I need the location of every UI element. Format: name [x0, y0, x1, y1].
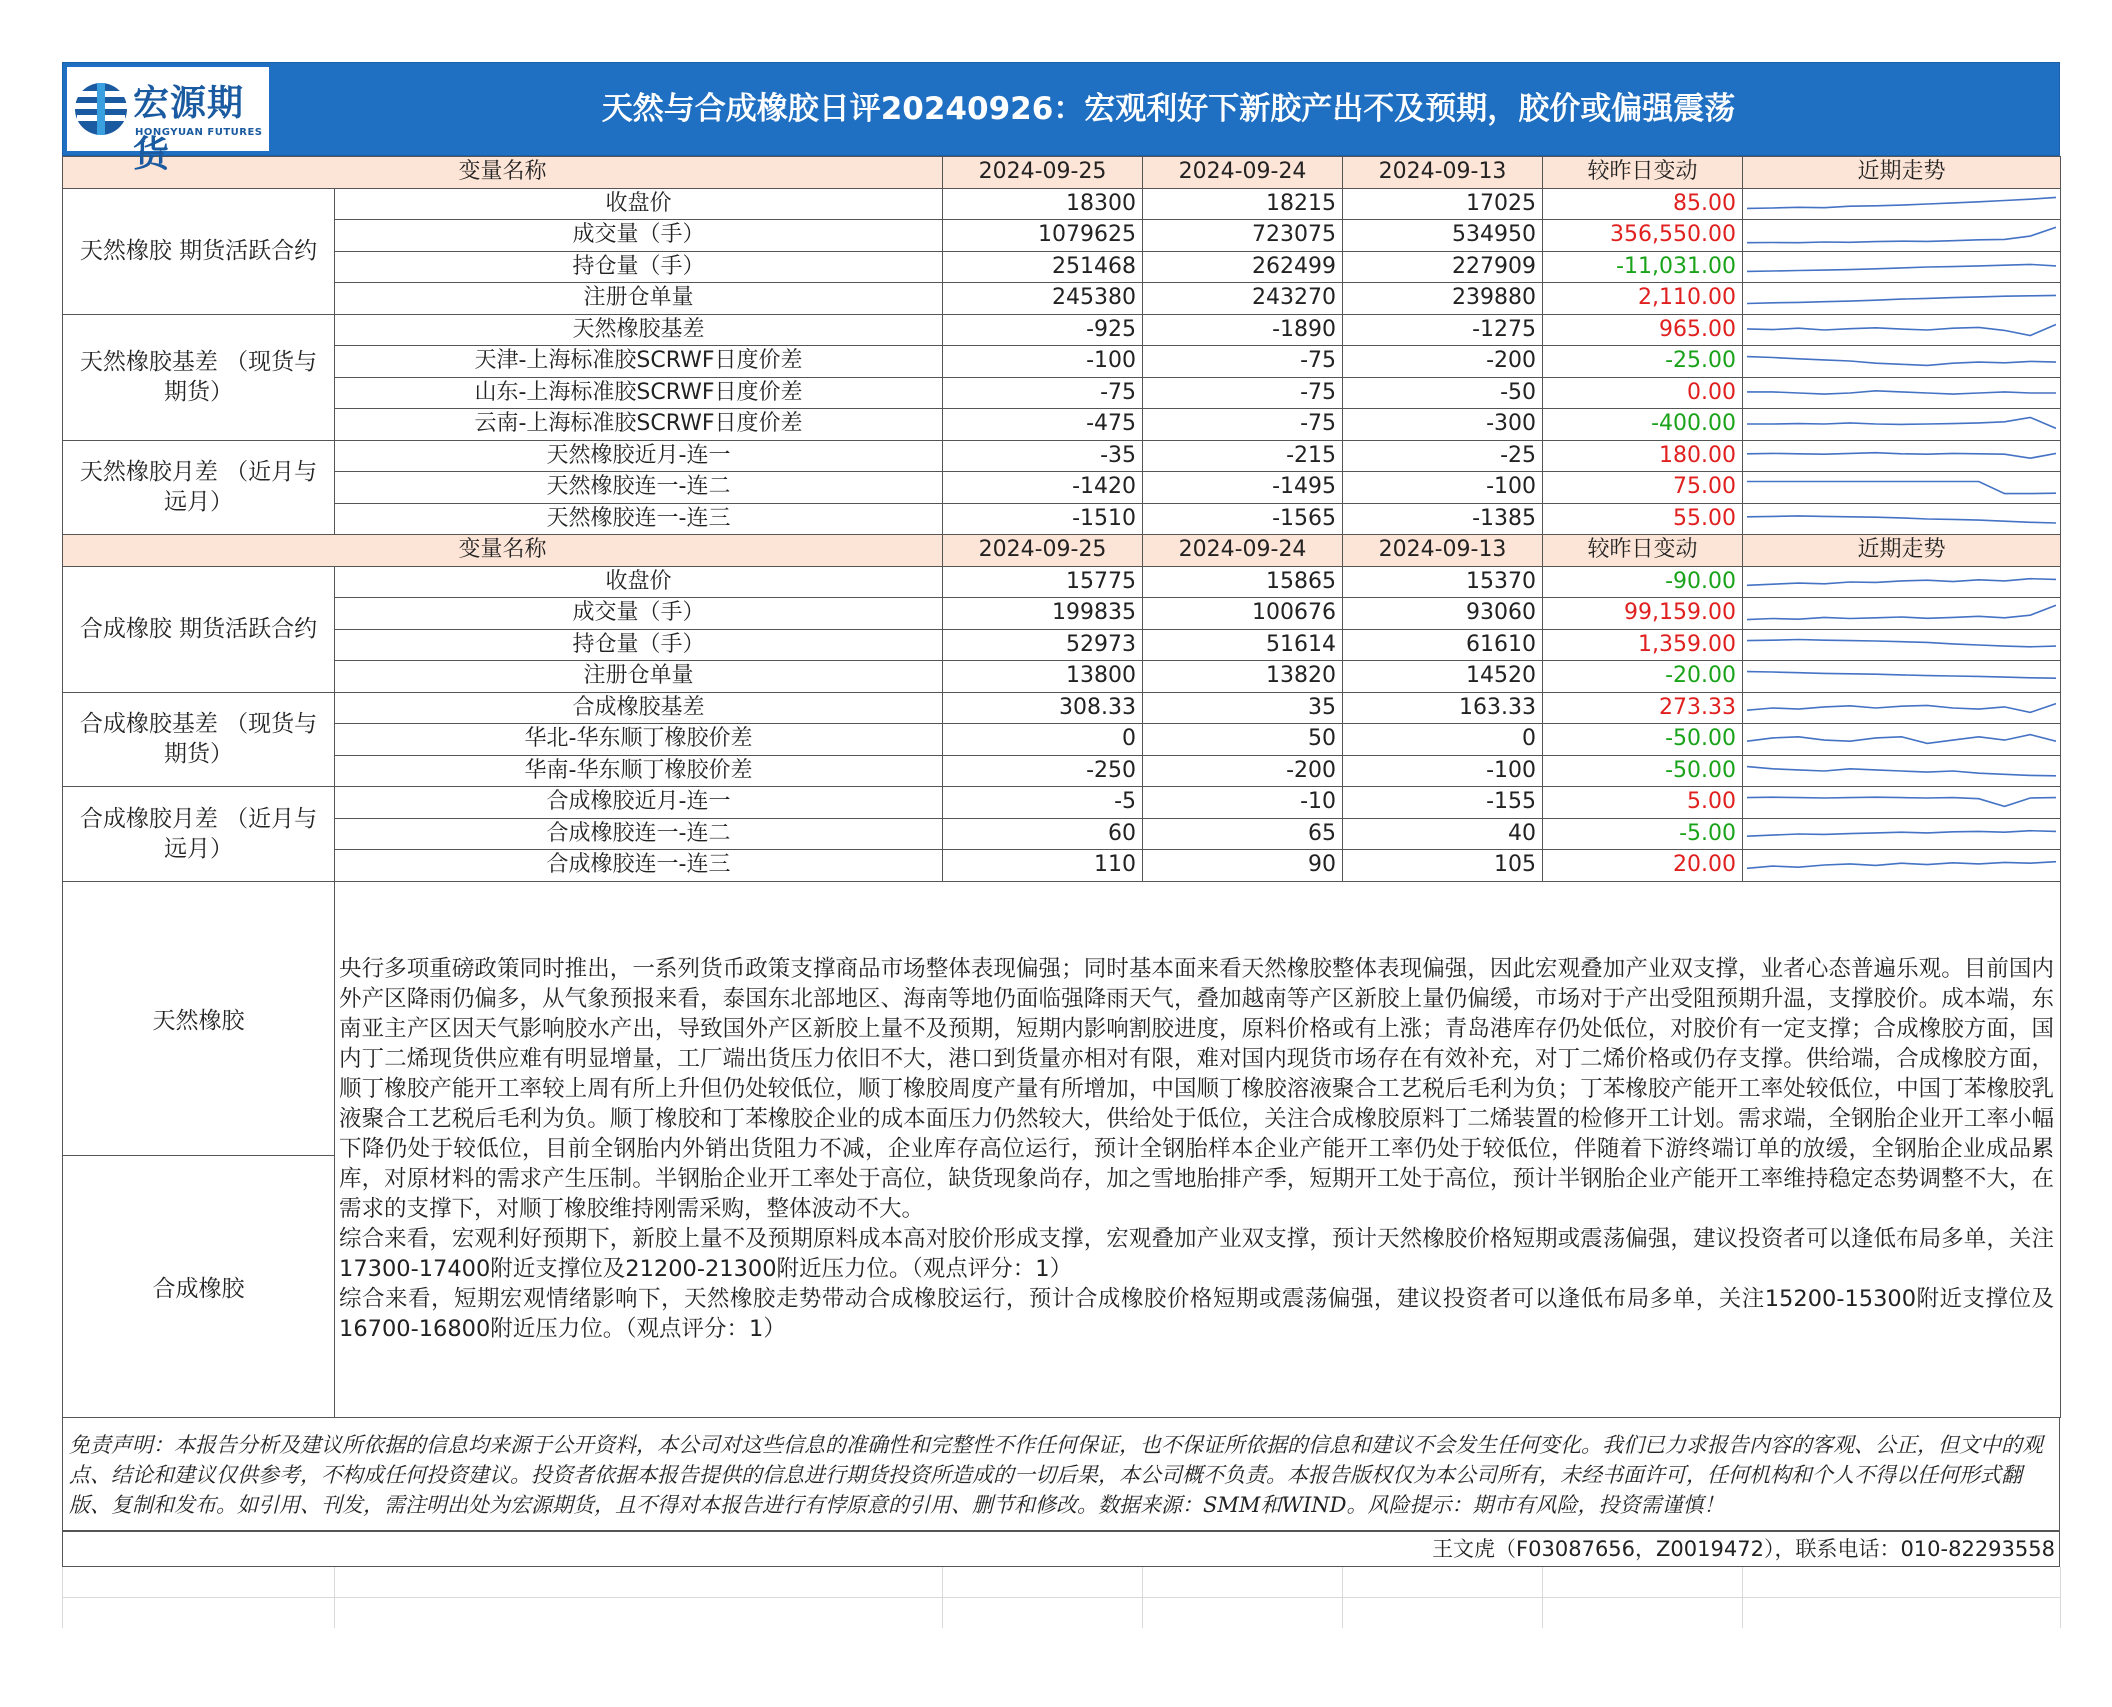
daily-change: -50.00 [1543, 755, 1743, 787]
variable-name: 持仓量（手） [335, 251, 943, 283]
sparkline-line [1747, 830, 2056, 836]
sparkline-chart [1747, 254, 2056, 280]
sparkline-line [1747, 516, 2056, 523]
variable-name: 收盘价 [335, 566, 943, 598]
sparkline-chart [1747, 380, 2056, 406]
daily-change: 0.00 [1543, 377, 1743, 409]
value-2024-09-25: -35 [943, 440, 1143, 472]
value-2024-09-25: 60 [943, 818, 1143, 850]
value-2024-09-13: 93060 [1343, 598, 1543, 630]
sparkline-chart [1747, 758, 2056, 784]
trend-sparkline-cell [1743, 220, 2061, 252]
sparkline-chart [1747, 411, 2056, 437]
trend-sparkline-cell [1743, 724, 2061, 756]
value-2024-09-13: 239880 [1343, 283, 1543, 315]
daily-change: -400.00 [1543, 409, 1743, 441]
daily-change: -5.00 [1543, 818, 1743, 850]
value-2024-09-25: -1510 [943, 503, 1143, 535]
trend-sparkline-cell [1743, 377, 2061, 409]
sparkline-chart [1747, 506, 2056, 532]
commentary-label-synthetic: 合成橡胶 [63, 1155, 335, 1417]
value-2024-09-13: -300 [1343, 409, 1543, 441]
table-row [63, 629, 2061, 661]
logo-mark-icon [73, 73, 129, 145]
company-logo [67, 67, 269, 175]
value-2024-09-24: 51614 [1143, 629, 1343, 661]
table-row [63, 724, 2061, 756]
table-row [63, 503, 2061, 535]
value-2024-09-24: -10 [1143, 787, 1343, 819]
value-2024-09-24: 50 [1143, 724, 1343, 756]
table-row [63, 472, 2061, 504]
report-sheet [62, 62, 2060, 1628]
table-row [63, 283, 2061, 315]
sparkline-line [1747, 639, 2056, 646]
value-2024-09-24: -200 [1143, 755, 1343, 787]
daily-change: 180.00 [1543, 440, 1743, 472]
sparkline-chart [1747, 191, 2056, 217]
value-2024-09-25: 13800 [943, 661, 1143, 693]
variable-name: 合成橡胶连一-连二 [335, 818, 943, 850]
variable-name: 天津-上海标准胶SCRWF日度价差 [335, 346, 943, 378]
sparkline-chart [1747, 285, 2056, 311]
logo-english-name: HONGYUAN FUTURES [135, 127, 263, 138]
daily-change: 55.00 [1543, 503, 1743, 535]
table-row [63, 692, 2061, 724]
trend-sparkline-cell [1743, 251, 2061, 283]
table-row [63, 377, 2061, 409]
variable-name: 天然橡胶连一-连二 [335, 472, 943, 504]
value-2024-09-13: 105 [1343, 850, 1543, 882]
value-2024-09-25: -1420 [943, 472, 1143, 504]
variable-name: 成交量（手） [335, 598, 943, 630]
variable-name: 天然橡胶基差 [335, 314, 943, 346]
table-row [63, 661, 2061, 693]
value-2024-09-25: -75 [943, 377, 1143, 409]
value-2024-09-24: -1495 [1143, 472, 1343, 504]
variable-name: 收盘价 [335, 188, 943, 220]
value-2024-09-13: 14520 [1343, 661, 1543, 693]
sparkline-line [1747, 797, 2056, 806]
column-header-d2: 2024-09-24 [1143, 157, 1343, 189]
variable-name: 天然橡胶连一-连三 [335, 503, 943, 535]
daily-change: 965.00 [1543, 314, 1743, 346]
sparkline-chart [1747, 474, 2056, 500]
daily-change: 20.00 [1543, 850, 1743, 882]
column-header-d3: 2024-09-13 [1343, 157, 1543, 189]
value-2024-09-25: 18300 [943, 188, 1143, 220]
trend-sparkline-cell [1743, 503, 2061, 535]
data-table [62, 156, 2061, 882]
commentary-label-natural: 天然橡胶 [63, 881, 335, 1155]
table-row [63, 787, 2061, 819]
trend-sparkline-cell [1743, 409, 2061, 441]
column-header-variable: 变量名称 [63, 157, 943, 189]
trend-sparkline-cell [1743, 314, 2061, 346]
daily-change: 1,359.00 [1543, 629, 1743, 661]
sparkline-chart [1747, 222, 2056, 248]
trend-sparkline-cell [1743, 629, 2061, 661]
group-label: 天然橡胶 期货活跃合约 [63, 188, 335, 314]
variable-name: 华北-华东顺丁橡胶价差 [335, 724, 943, 756]
column-header-trend: 近期走势 [1743, 157, 2061, 189]
sparkline-line [1747, 672, 2056, 679]
sparkline-chart [1747, 821, 2056, 847]
sparkline-chart [1747, 852, 2056, 878]
sparkline-chart [1747, 600, 2056, 626]
sparkline-line [1747, 357, 2056, 366]
trend-sparkline-cell [1743, 188, 2061, 220]
value-2024-09-13: -100 [1343, 472, 1543, 504]
sparkline-line [1747, 606, 2056, 620]
value-2024-09-24: -1565 [1143, 503, 1343, 535]
variable-name: 合成橡胶基差 [335, 692, 943, 724]
value-2024-09-25: 15775 [943, 566, 1143, 598]
value-2024-09-24: -75 [1143, 409, 1343, 441]
daily-change: -20.00 [1543, 661, 1743, 693]
value-2024-09-25: 52973 [943, 629, 1143, 661]
sparkline-line [1747, 296, 2056, 304]
column-header-d3: 2024-09-13 [1343, 535, 1543, 567]
table-row [63, 818, 2061, 850]
trend-sparkline-cell [1743, 661, 2061, 693]
value-2024-09-24: -215 [1143, 440, 1343, 472]
daily-change: -90.00 [1543, 566, 1743, 598]
value-2024-09-24: 243270 [1143, 283, 1343, 315]
sparkline-chart [1747, 632, 2056, 658]
daily-change: -25.00 [1543, 346, 1743, 378]
value-2024-09-13: 61610 [1343, 629, 1543, 661]
sparkline-line [1747, 228, 2056, 243]
sparkline-line [1747, 766, 2056, 775]
empty-grid-rows [62, 1567, 2061, 1628]
commentary-paragraph: 综合来看，短期宏观情绪影响下，天然橡胶走势带动合成橡胶运行，预计合成橡胶价格短期或震荡偏强，建议投资者可以逢低布局多单，关注15200-15300附近支撑位及16700-16800附近压力位。（观点评分：1） [339, 1286, 2054, 1342]
logo-chinese-name: 宏源期货 [133, 83, 245, 175]
trend-sparkline-cell [1743, 566, 2061, 598]
variable-name: 持仓量（手） [335, 629, 943, 661]
sparkline-line [1747, 862, 2056, 869]
trend-sparkline-cell [1743, 692, 2061, 724]
trend-sparkline-cell [1743, 755, 2061, 787]
sparkline-chart [1747, 569, 2056, 595]
sparkline-line [1747, 418, 2056, 429]
value-2024-09-25: -100 [943, 346, 1143, 378]
daily-change: 273.33 [1543, 692, 1743, 724]
group-label: 天然橡胶基差 （现货与期货） [63, 314, 335, 440]
value-2024-09-24: 100676 [1143, 598, 1343, 630]
variable-name: 华南-华东顺丁橡胶价差 [335, 755, 943, 787]
group-label: 合成橡胶基差 （现货与期货） [63, 692, 335, 787]
table-row [63, 850, 2061, 882]
column-header-trend: 近期走势 [1743, 535, 2061, 567]
variable-name: 山东-上海标准胶SCRWF日度价差 [335, 377, 943, 409]
daily-change: 85.00 [1543, 188, 1743, 220]
value-2024-09-24: 15865 [1143, 566, 1343, 598]
daily-change: -11,031.00 [1543, 251, 1743, 283]
daily-change: 99,159.00 [1543, 598, 1743, 630]
daily-change: -50.00 [1543, 724, 1743, 756]
sparkline-chart [1747, 348, 2056, 374]
value-2024-09-13: 534950 [1343, 220, 1543, 252]
commentary-text [335, 881, 2061, 1417]
table-row [63, 409, 2061, 441]
value-2024-09-13: -50 [1343, 377, 1543, 409]
sparkline-chart [1747, 695, 2056, 721]
daily-change: 356,550.00 [1543, 220, 1743, 252]
value-2024-09-24: -75 [1143, 346, 1343, 378]
value-2024-09-13: -1275 [1343, 314, 1543, 346]
sparkline-line [1747, 578, 2056, 585]
sparkline-line [1747, 264, 2056, 271]
value-2024-09-24: 18215 [1143, 188, 1343, 220]
value-2024-09-24: 90 [1143, 850, 1343, 882]
value-2024-09-25: 199835 [943, 598, 1143, 630]
group-label: 合成橡胶 期货活跃合约 [63, 566, 335, 692]
sparkline-chart [1747, 663, 2056, 689]
variable-name: 成交量（手） [335, 220, 943, 252]
sparkline-line [1747, 391, 2056, 394]
value-2024-09-13: -1385 [1343, 503, 1543, 535]
variable-name: 注册仓单量 [335, 661, 943, 693]
column-header-row [63, 535, 2061, 567]
variable-name: 合成橡胶连一-连三 [335, 850, 943, 882]
column-header-row [63, 157, 2061, 189]
value-2024-09-13: 227909 [1343, 251, 1543, 283]
value-2024-09-13: -25 [1343, 440, 1543, 472]
value-2024-09-25: -250 [943, 755, 1143, 787]
value-2024-09-24: 65 [1143, 818, 1343, 850]
commentary-table [62, 881, 2061, 1418]
trend-sparkline-cell [1743, 346, 2061, 378]
report-title: 天然与合成橡胶日评20240926：宏观利好下新胶产出不及预期，胶价或偏强震荡 [601, 91, 1736, 127]
value-2024-09-25: 0 [943, 724, 1143, 756]
table-row [63, 251, 2061, 283]
value-2024-09-24: -1890 [1143, 314, 1343, 346]
daily-change: 75.00 [1543, 472, 1743, 504]
value-2024-09-13: -100 [1343, 755, 1543, 787]
sparkline-line [1747, 703, 2056, 712]
value-2024-09-13: 163.33 [1343, 692, 1543, 724]
sparkline-chart [1747, 317, 2056, 343]
table-row [63, 755, 2061, 787]
value-2024-09-13: 0 [1343, 724, 1543, 756]
sparkline-line [1747, 735, 2056, 744]
table-row [63, 346, 2061, 378]
value-2024-09-24: -75 [1143, 377, 1343, 409]
value-2024-09-24: 35 [1143, 692, 1343, 724]
sparkline-line [1747, 324, 2056, 335]
column-header-change: 较昨日变动 [1543, 535, 1743, 567]
value-2024-09-24: 723075 [1143, 220, 1343, 252]
value-2024-09-13: 15370 [1343, 566, 1543, 598]
table-row [63, 598, 2061, 630]
column-header-d1: 2024-09-25 [943, 157, 1143, 189]
value-2024-09-13: 17025 [1343, 188, 1543, 220]
value-2024-09-25: -5 [943, 787, 1143, 819]
group-label: 天然橡胶月差 （近月与远月） [63, 440, 335, 535]
sparkline-line [1747, 482, 2056, 494]
value-2024-09-13: 40 [1343, 818, 1543, 850]
value-2024-09-25: -475 [943, 409, 1143, 441]
value-2024-09-25: 245380 [943, 283, 1143, 315]
variable-name: 天然橡胶近月-连一 [335, 440, 943, 472]
variable-name: 注册仓单量 [335, 283, 943, 315]
sparkline-chart [1747, 443, 2056, 469]
column-header-change: 较昨日变动 [1543, 157, 1743, 189]
value-2024-09-13: -200 [1343, 346, 1543, 378]
sparkline-line [1747, 452, 2056, 458]
column-header-variable: 变量名称 [63, 535, 943, 567]
sparkline-chart [1747, 789, 2056, 815]
table-row [63, 440, 2061, 472]
daily-change: 5.00 [1543, 787, 1743, 819]
variable-name: 合成橡胶近月-连一 [335, 787, 943, 819]
column-header-d1: 2024-09-25 [943, 535, 1143, 567]
trend-sparkline-cell [1743, 850, 2061, 882]
variable-name: 云南-上海标准胶SCRWF日度价差 [335, 409, 943, 441]
commentary-paragraph: 综合来看，宏观利好预期下，新胶上量不及预期原料成本高对胶价形成支撑，宏观叠加产业双支撑，预计天然橡胶价格短期或震荡偏强，建议投资者可以逢低布局多单，关注17300-17400附近支撑位及21200-21300附近压力位。（观点评分：1） [339, 1226, 2054, 1282]
trend-sparkline-cell [1743, 283, 2061, 315]
value-2024-09-25: 308.33 [943, 692, 1143, 724]
table-row [63, 220, 2061, 252]
trend-sparkline-cell [1743, 787, 2061, 819]
sparkline-line [1747, 197, 2056, 208]
value-2024-09-25: 251468 [943, 251, 1143, 283]
daily-change: 2,110.00 [1543, 283, 1743, 315]
commentary-paragraph: 央行多项重磅政策同时推出，一系列货币政策支撑商品市场整体表现偏强；同时基本面来看天然橡胶整体表现偏强，因此宏观叠加产业双支撑，业者心态普遍乐观。目前国内外产区降雨仍偏多，从气象预报来看，泰国东北部地区、海南等地仍面临强降雨天气，叠加越南等产区新胶上量仍偏缓，市场对于产出受阻预期升温，支撑胶价。成本端，东南亚主产区因天气影响胶水产出，导致国外产区新胶上量不及预期，短期内影响割胶进度，原料价格或有上涨；青岛港库存仍处低位，对胶价有一定支撑；合成橡胶方面，国内丁二烯现货供应难有明显增量，工厂端出货压力依旧不大，港口到货量亦相对有限，难对国内现货市场存在有效补充，对丁二烯价格或仍存支撑。供给端，合成橡胶方面，顺丁橡胶产能开工率较上周有所上升但仍处较低位，顺丁橡胶周度产量有所增加，中国顺丁橡胶溶液聚合工艺税后毛利为负；丁苯橡胶产能开工率处较低位，中国丁苯橡胶乳液聚合工艺税后毛利为负。顺丁橡胶和丁苯橡胶企业的成本面压力仍然较大，供给处于低位，关注合成橡胶原料丁二烯装置的检修开工计划。需求端，全钢胎企业开工率小幅下降仍处于较低位，目前全钢胎内外销出货阻力不减，企业库存高位运行，预计全钢胎样本企业产能开工率仍处于较低位，伴随着下游终端订单的放缓，全钢胎企业成品累库，对原材料的需求产生压制。半钢胎企业开工率处于高位，缺货现象尚存，加之雪地胎排产季，短期开工处于高位，预计半钢胎企业产能开工率维持稳定态势调整不大，在需求的支撑下，对顺丁橡胶维持刚需采购，整体波动不大。 [339, 956, 2054, 1222]
author-contact: 王文虎（F03087656，Z0019472），联系电话：010-82293558 [62, 1531, 2060, 1567]
trend-sparkline-cell [1743, 472, 2061, 504]
disclaimer: 免责声明：本报告分析及建议所依据的信息均来源于公开资料，本公司对这些信息的准确性和完整性不作任何保证，也不保证所依据的信息和建议不会发生任何变化。我们已力求报告内容的客观、公正，但文中的观点、结论和建议仅供参考，不构成任何投资建议。投资者依据本报告提供的信息进行期货投资所造成的一切后果，本公司概不负责。本报告版权仅为本公司所有，未经书面许可，任何机构和个人不得以任何形式翻版、复制和发布。如引用、刊发，需注明出处为宏源期货，且不得对本报告进行有悖原意的引用、删节和修改。数据来源：SMM和WIND。风险提示：期市有风险，投资需谨慎！ [62, 1418, 2060, 1531]
trend-sparkline-cell [1743, 598, 2061, 630]
value-2024-09-25: -925 [943, 314, 1143, 346]
group-label: 合成橡胶月差 （近月与远月） [63, 787, 335, 882]
value-2024-09-13: -155 [1343, 787, 1543, 819]
table-row [63, 314, 2061, 346]
value-2024-09-25: 110 [943, 850, 1143, 882]
trend-sparkline-cell [1743, 818, 2061, 850]
table-row [63, 188, 2061, 220]
value-2024-09-24: 262499 [1143, 251, 1343, 283]
table-row [63, 566, 2061, 598]
column-header-d2: 2024-09-24 [1143, 535, 1343, 567]
sparkline-chart [1747, 726, 2056, 752]
value-2024-09-25: 1079625 [943, 220, 1143, 252]
trend-sparkline-cell [1743, 440, 2061, 472]
value-2024-09-24: 13820 [1143, 661, 1343, 693]
